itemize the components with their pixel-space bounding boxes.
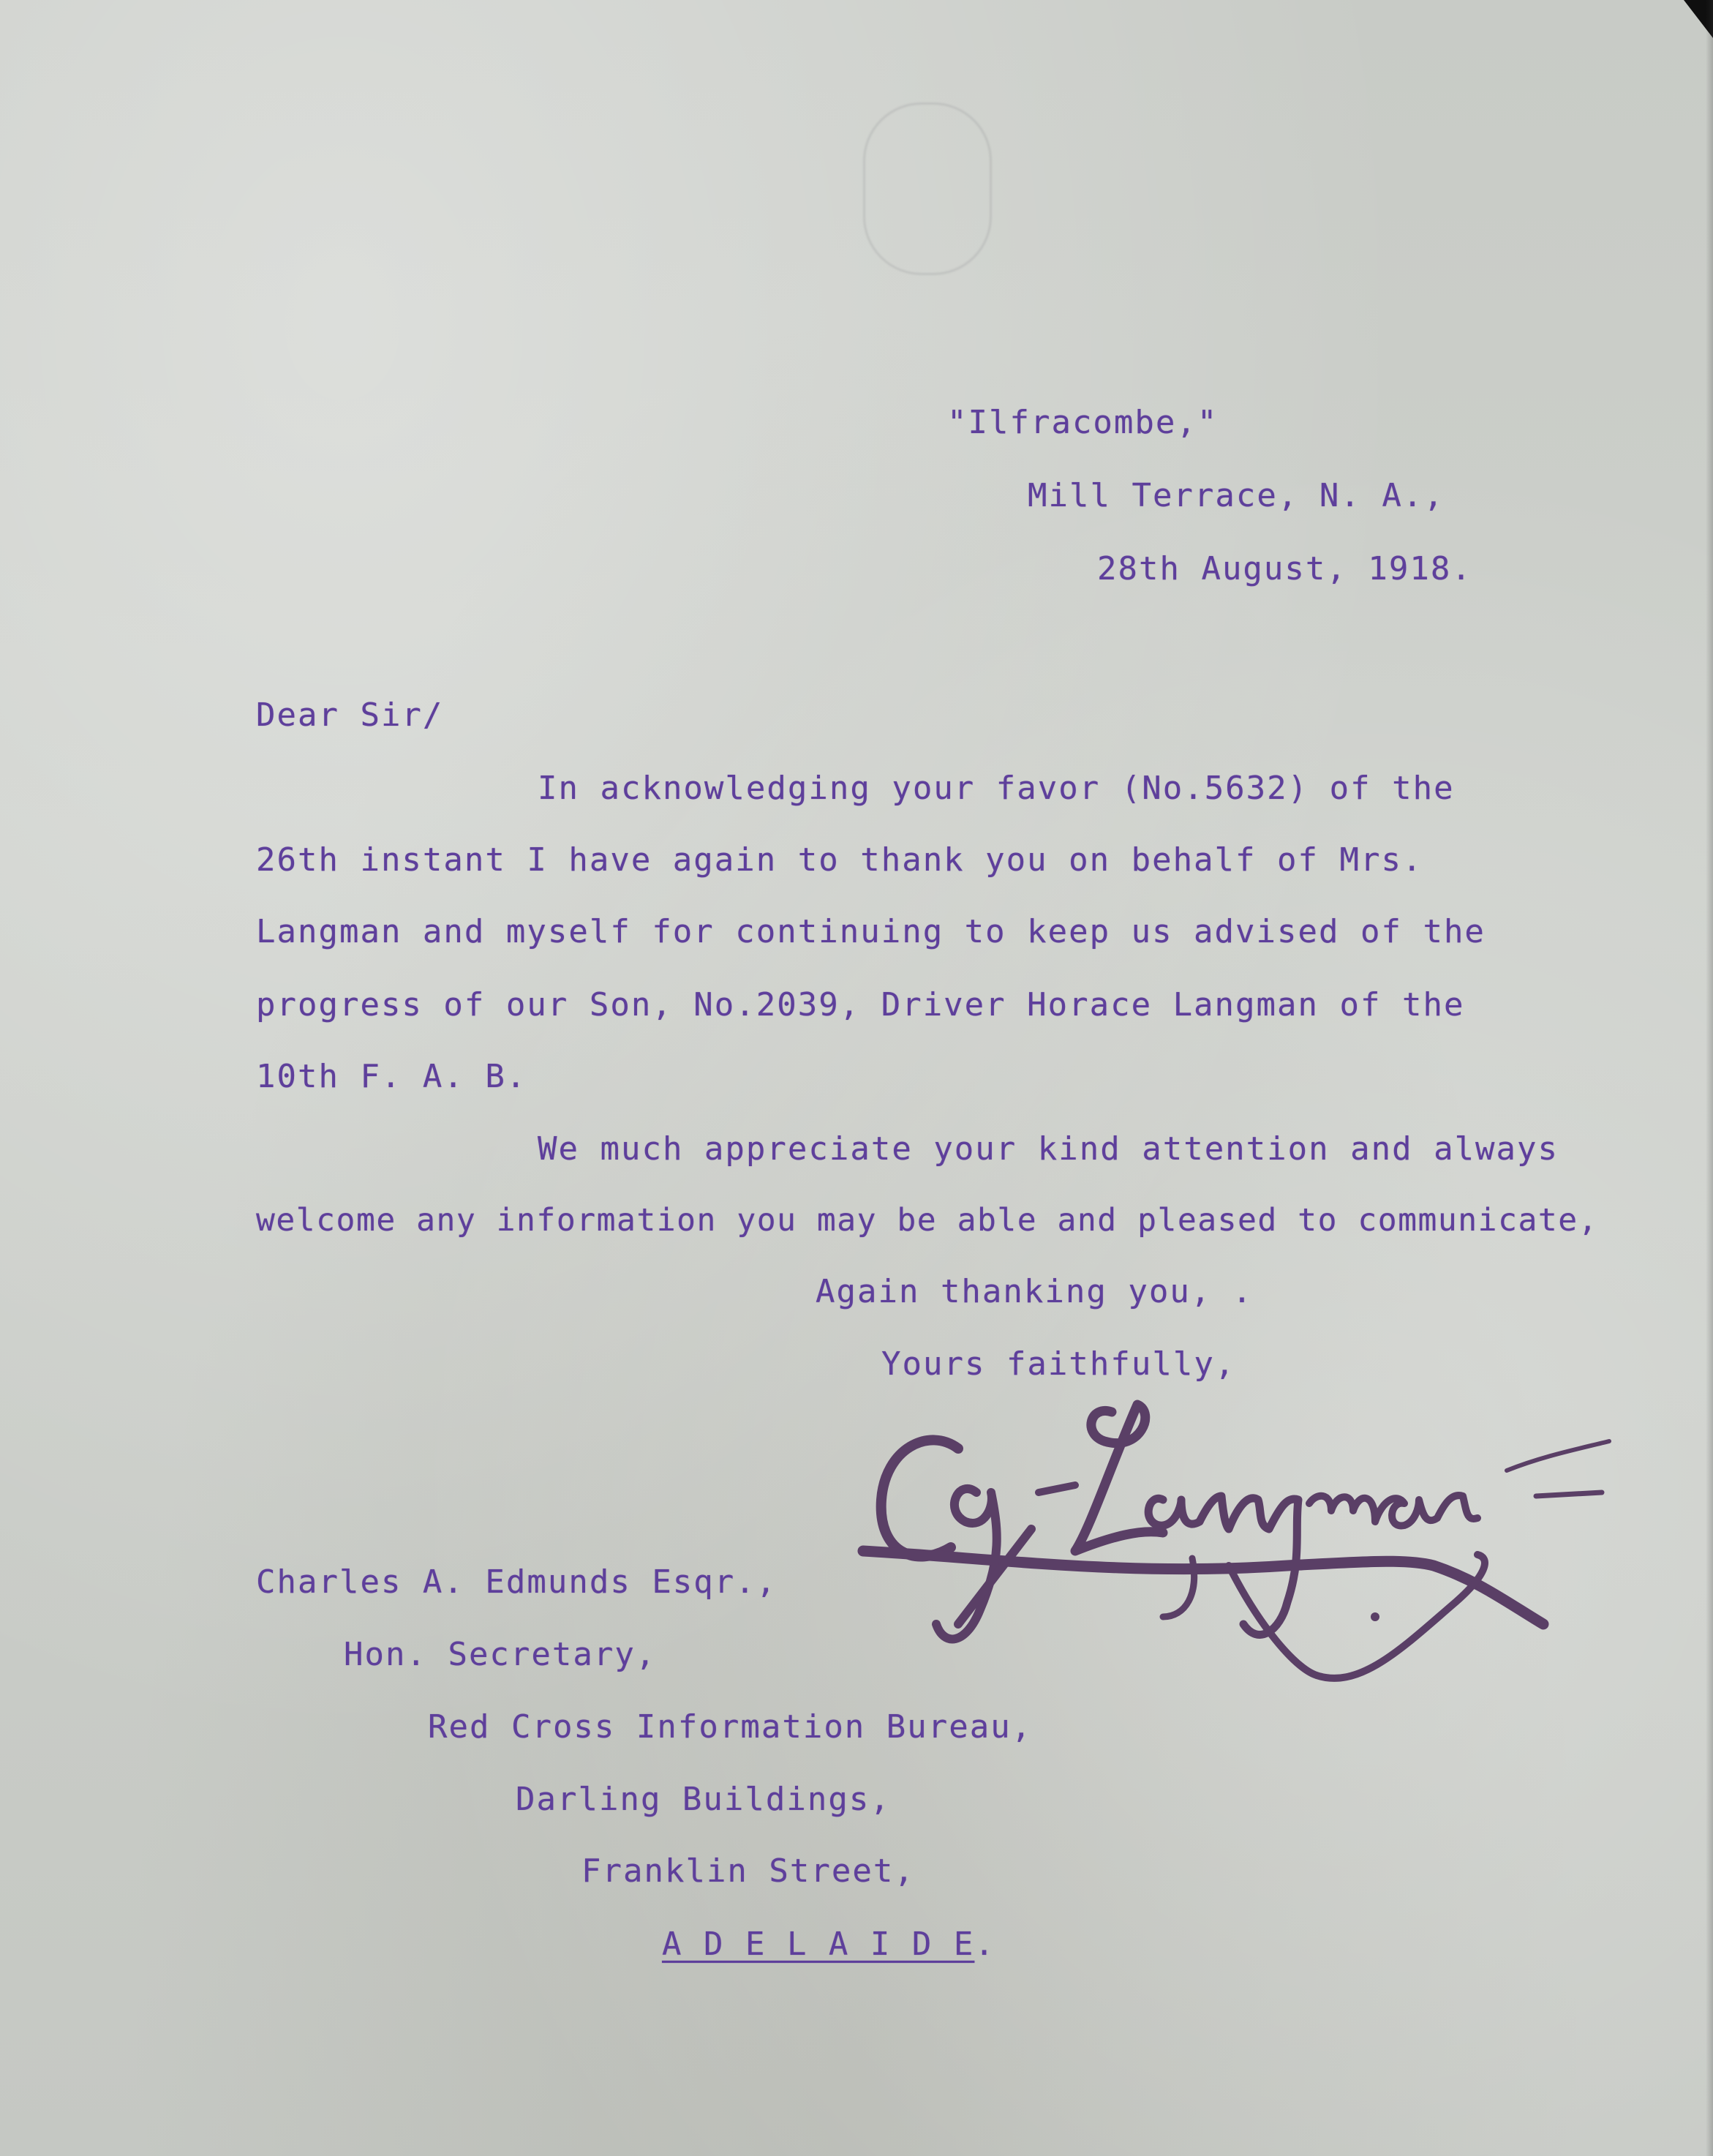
recipient-organisation: Red Cross Information Bureau, (428, 1708, 1033, 1746)
recipient-building: Darling Buildings, (516, 1781, 891, 1818)
closing-valediction: Yours faithfully, (881, 1345, 1236, 1383)
recipient-city: A D E L A I D E (662, 1926, 975, 1963)
page-edge-shadow (1706, 0, 1713, 2156)
recipient-city-line (662, 1924, 995, 1965)
paragraph1-line1: In acknowledging your favor (No.5632) of the (538, 770, 1455, 807)
recipient-title: Hon. Secretary, (344, 1636, 657, 1673)
paper-watermark (863, 102, 992, 275)
paragraph1-line5: 10th F. A. B. (256, 1058, 527, 1095)
paragraph2-line1: We much appreciate your kind attention and always (538, 1130, 1559, 1168)
paragraph1-line3: Langman and myself for continuing to keep us advised of the (256, 913, 1486, 950)
salutation: Dear Sir/ (256, 696, 444, 734)
heading-house-name: "Ilfracombe," (947, 404, 1219, 441)
recipient-street: Franklin Street, (581, 1852, 915, 1890)
heading-street: Mill Terrace, N. A., (1028, 477, 1445, 514)
paragraph1-line4: progress of our Son, No.2039, Driver Horace Langman of the (256, 986, 1465, 1023)
handwritten-signature (848, 1383, 1653, 1712)
recipient-city-suffix: . (974, 1926, 995, 1963)
paragraph2-line2: welcome any information you may be able and pleased to communicate, (256, 1202, 1599, 1239)
paragraph1-line2: 26th instant I have again to thank you on behalf of Mrs. (256, 841, 1423, 879)
recipient-name: Charles A. Edmunds Esqr., (256, 1563, 778, 1601)
closing-thanks: Again thanking you, . (816, 1273, 1254, 1310)
heading-date: 28th August, 1918. (1097, 550, 1472, 587)
